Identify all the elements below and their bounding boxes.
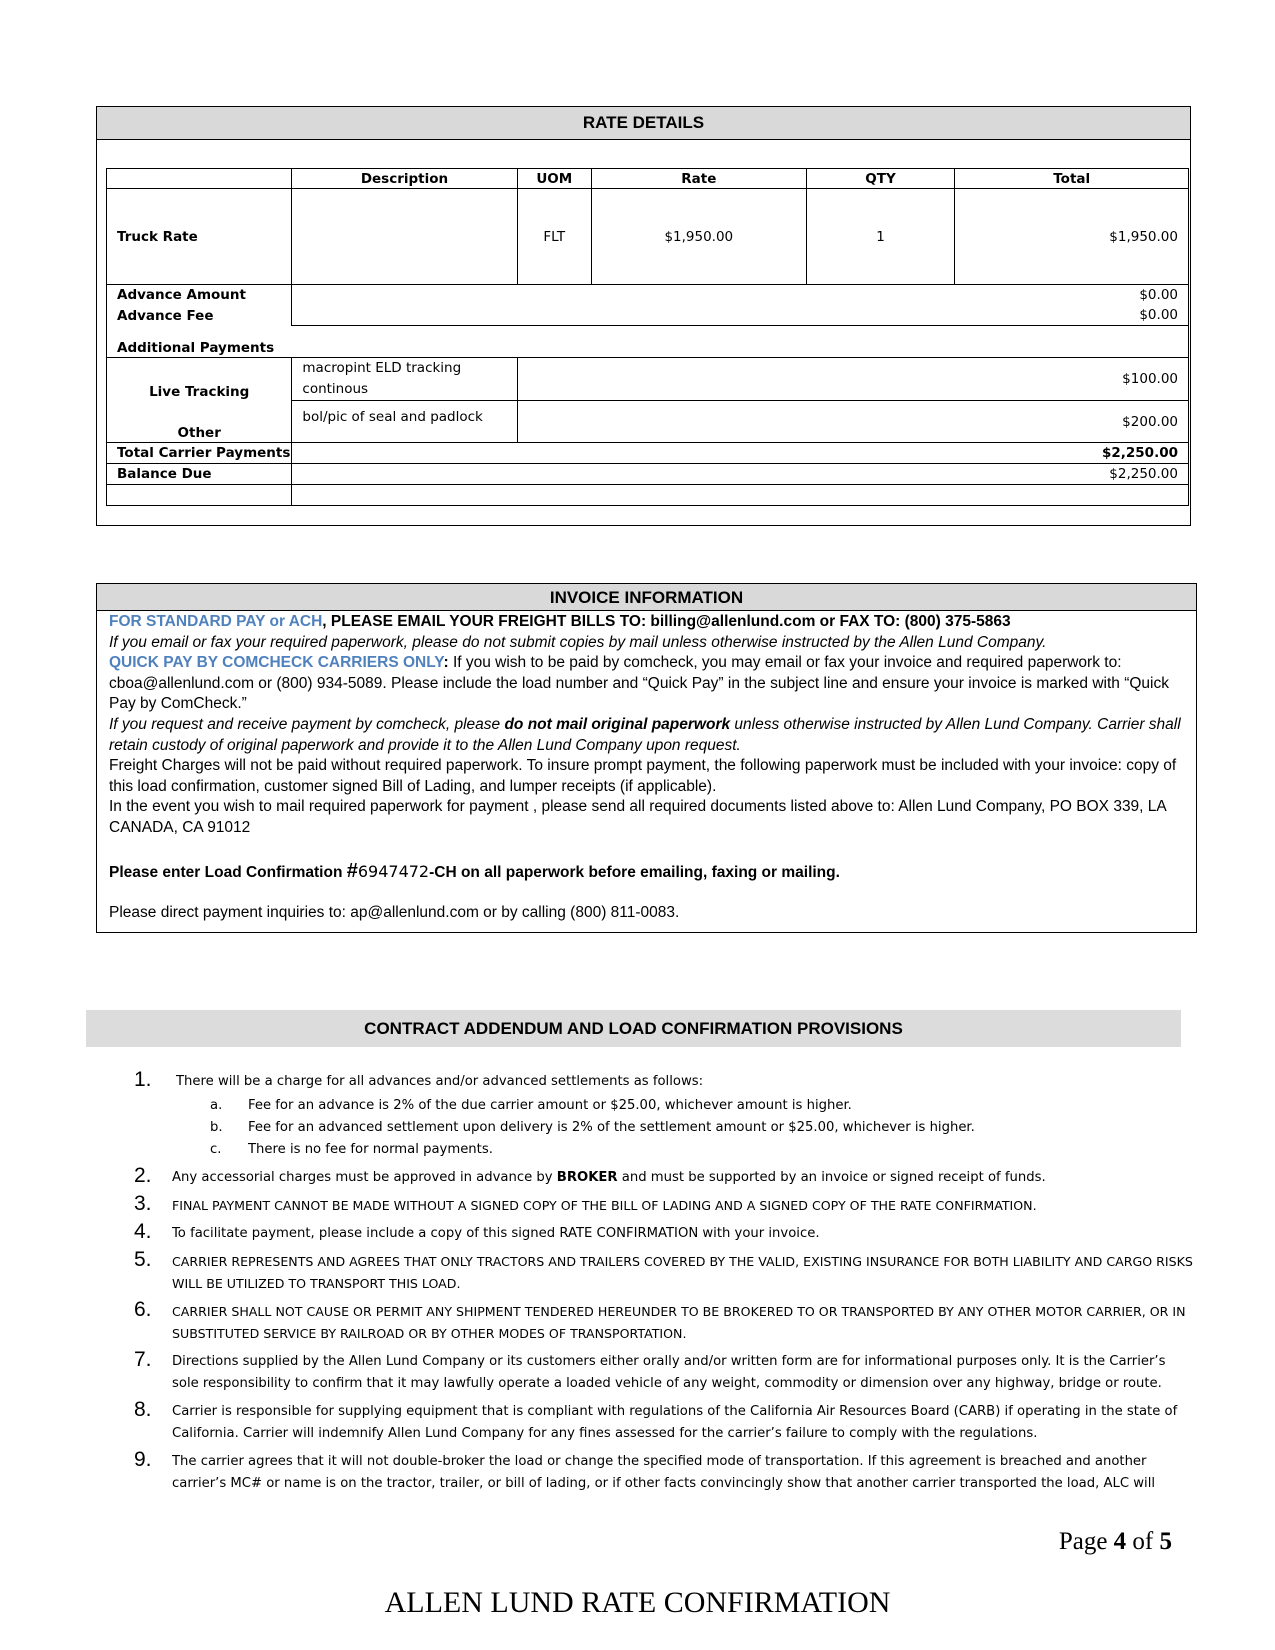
other-description: bol/pic of seal and padlock [292,401,517,443]
provisions-list [0,1068,1275,1501]
provision-number: 4. [134,1220,152,1243]
additional-payments-label: Additional Payments [107,326,292,358]
sub-letter: a. [210,1098,223,1113]
provision-number: 7. [134,1348,152,1371]
advance-amount-label: Advance Amount [107,285,292,306]
contract-addendum-title: CONTRACT ADDENDUM AND LOAD CONFIRMATION PROVISIONS [86,1010,1181,1047]
provision-number: 1. [134,1068,152,1091]
live-tracking-row [107,358,1189,401]
empty-row [107,485,1189,506]
additional-payments-row [107,326,1189,358]
payment-inquiries-text: Please direct payment inquiries to: ap@allenlund.com or by calling (800) 811-0083. [109,903,680,921]
invoice-information-title: INVOICE INFORMATION [97,584,1196,611]
rate-table-header-row [107,169,1189,189]
advance-fee-value: $0.00 [292,306,1189,326]
load-confirmation-pre: Please enter Load Confirmation [109,863,347,881]
rate-details-section [96,106,1191,526]
freight-charges-text: Freight Charges will not be paid without required paperwork. To insure prompt payment, the following paperwork must be included with your invoice: copy of this load confirmation, customer signed Bill of Lading, and lumper receipts (if applicable). [109,757,1177,795]
advance-fee-label: Advance Fee [107,306,292,326]
sub-letter: b. [210,1120,223,1135]
comcheck-note-pre: If you request and receive payment by comcheck, please [109,715,505,733]
page-total: 5 [1159,1528,1172,1555]
rate-table [106,168,1189,506]
page-number [1059,1528,1172,1556]
truck-rate-label: Truck Rate [107,189,292,285]
provision-9 [0,1448,1275,1495]
standard-pay-line [109,612,1184,633]
comcheck-note-bold: do not mail original paperwork [504,715,731,733]
provision-text: CARRIER SHALL NOT CAUSE OR PERMIT ANY SHIPMENT TENDERED HEREUNDER TO BE BROKERED TO OR TRANSPORTED BY ANY OTHER MOTOR CARRIER, OR IN SUBSTITUTED SERVICE BY RAILROAD OR BY OTHER MODES OF TRANSPORTATION. [172,1304,1186,1341]
advance-fee-row [107,306,1189,326]
page-current: 4 [1113,1528,1127,1555]
provision-text: Carrier is responsible for supplying equipment that is compliant with regulations of the California Air Resources Board (CARB) if operating in the state of California. Carrier will indemnify Allen Lund Company for any fines assessed for the carrier’s failure to comply with the regulations. [172,1404,1178,1441]
quick-pay-prefix: QUICK PAY BY COMCHECK CARRIERS ONLY [109,654,444,672]
column-header-description: Description [292,169,517,189]
provision-text: There will be a charge for all advances and/or advanced settlements as follows: [176,1074,704,1089]
advance-amount-value: $0.00 [292,285,1189,306]
provision-6 [0,1298,1275,1345]
standard-pay-text: , PLEASE EMAIL YOUR FREIGHT BILLS TO: billing@allenlund.com or FAX TO: (800) 375-5863 [322,613,1011,630]
provision-number: 2. [134,1164,152,1187]
provision-2 [0,1164,1275,1189]
provision-1-sub-c [172,1139,1195,1161]
total-carrier-payments-row [107,443,1189,464]
load-confirmation-hash: # [346,859,358,882]
truck-rate-row [107,189,1189,285]
other-row [107,401,1189,443]
sub-text: Fee for an advance is 2% of the due carrier amount or $25.00, whichever amount is higher. [248,1098,852,1113]
provision-number: 5. [134,1248,152,1271]
balance-due-value: $2,250.00 [292,464,1189,485]
provision-text: To facilitate payment, please include a copy of this signed RATE CONFIRMATION with your invoice. [172,1226,820,1241]
standard-pay-prefix: FOR STANDARD PAY or ACH [109,613,323,630]
column-header-total: Total [955,169,1189,189]
comcheck-note [109,715,1184,756]
live-tracking-description-line1: macropint ELD tracking [302,360,462,376]
other-label: Other [107,401,292,443]
provision-number: 9. [134,1448,152,1471]
provision-text: The carrier agrees that it will not double-broker the load or change the specified mode of transportation. If this agreement is breached and another carrier’s MC# or name is on the tractor, trailer, or bill of lading, or if other facts convincingly show that another carrier transported the load, ALC will [172,1454,1156,1491]
other-value: $200.00 [517,401,1188,443]
truck-rate-description [292,189,517,285]
truck-rate-rate: $1,950.00 [591,189,806,285]
provision-text-post: and must be supported by an invoice or signed receipt of funds. [617,1170,1046,1185]
page-word: Page [1058,1528,1114,1555]
load-confirmation-line [109,859,1184,885]
advance-amount-row [107,285,1189,306]
page-of: of [1126,1528,1160,1555]
balance-due-row [107,464,1189,485]
total-carrier-payments-value: $2,250.00 [292,443,1189,464]
quick-pay-paragraph [109,653,1184,715]
live-tracking-value: $100.00 [517,358,1188,401]
provision-text: CARRIER REPRESENTS AND AGREES THAT ONLY TRACTORS AND TRAILERS COVERED BY THE VALID, EXISTING INSURANCE FOR BOTH LIABILITY AND CARGO RISKS WILL BE UTILIZED TO TRANSPORT THIS LOAD. [172,1254,1193,1291]
live-tracking-description [292,358,517,401]
rate-details-title: RATE DETAILS [97,107,1190,140]
total-carrier-payments-label: Total Carrier Payments [107,443,292,464]
live-tracking-description-line2: continous [302,381,369,397]
provision-text: Directions supplied by the Allen Lund Company or its customers either orally and/or written form are for informational purposes only. It is the Carrier’s sole responsibility to confirm that it may lawfully operate a loaded vehicle of any weight, commodity or dimension over any highway, bridge or route. [172,1354,1166,1391]
load-confirmation-number: 6947472 [357,861,430,881]
balance-due-label: Balance Due [107,464,292,485]
provision-text-bold: BROKER [556,1170,618,1185]
column-header-qty: QTY [806,169,955,189]
email-fax-note: If you email or fax your required paperwork, please do not submit copies by mail unless otherwise instructed by the Allen Lund Company. [109,633,1047,651]
provision-number: 3. [134,1192,152,1215]
quick-pay-colon: : [443,654,449,672]
mail-paperwork-text: In the event you wish to mail required paperwork for payment , please send all required documents listed above to: Allen Lund Company, PO BOX 339, LA CANADA, CA 91012 [109,798,1166,836]
provision-number: 8. [134,1398,152,1421]
sub-letter: c. [210,1142,222,1157]
provision-5 [0,1248,1275,1295]
provision-4 [0,1220,1275,1245]
sub-text: There is no fee for normal payments. [248,1142,493,1157]
truck-rate-uom: FLT [517,189,591,285]
live-tracking-label: Live Tracking [107,358,292,401]
provision-7 [0,1348,1275,1395]
provision-3 [0,1192,1275,1217]
column-header-rate: Rate [591,169,806,189]
provision-1 [0,1068,1275,1161]
truck-rate-total: $1,950.00 [955,189,1189,285]
comcheck-note-post: unless otherwise instructed by Allen Lund Company. Carrier shall retain custody of original paperwork and provide it to the Allen Lund Company upon request. [109,715,1181,754]
truck-rate-qty: 1 [806,189,955,285]
provision-number: 6. [134,1298,152,1321]
provision-8 [0,1398,1275,1445]
quick-pay-text: If you wish to be paid by comcheck, you may email or fax your invoice and required paperwork to: cboa@allenlund.com or (800) 934-5089. Please include the load number and “Quick Pay” in the subject line and ensure your invoice is marked with “Quick Pay by ComCheck.” [109,654,1169,713]
footer-title: ALLEN LUND RATE CONFIRMATION [384,1586,891,1619]
provision-1-sub-b [172,1117,1195,1139]
provision-text-pre: Any accessorial charges must be approved in advance by [172,1170,557,1185]
provision-1-sub-a [172,1095,1195,1117]
invoice-information-section [96,583,1197,933]
sub-text: Fee for an advanced settlement upon delivery is 2% of the settlement amount or $25.00, whichever is higher. [248,1120,975,1135]
load-confirmation-post: -CH on all paperwork before emailing, faxing or mailing. [429,863,840,881]
provision-text: FINAL PAYMENT CANNOT BE MADE WITHOUT A SIGNED COPY OF THE BILL OF LADING AND A SIGNED COPY OF THE RATE CONFIRMATION. [172,1198,1037,1213]
column-header-uom: UOM [517,169,591,189]
